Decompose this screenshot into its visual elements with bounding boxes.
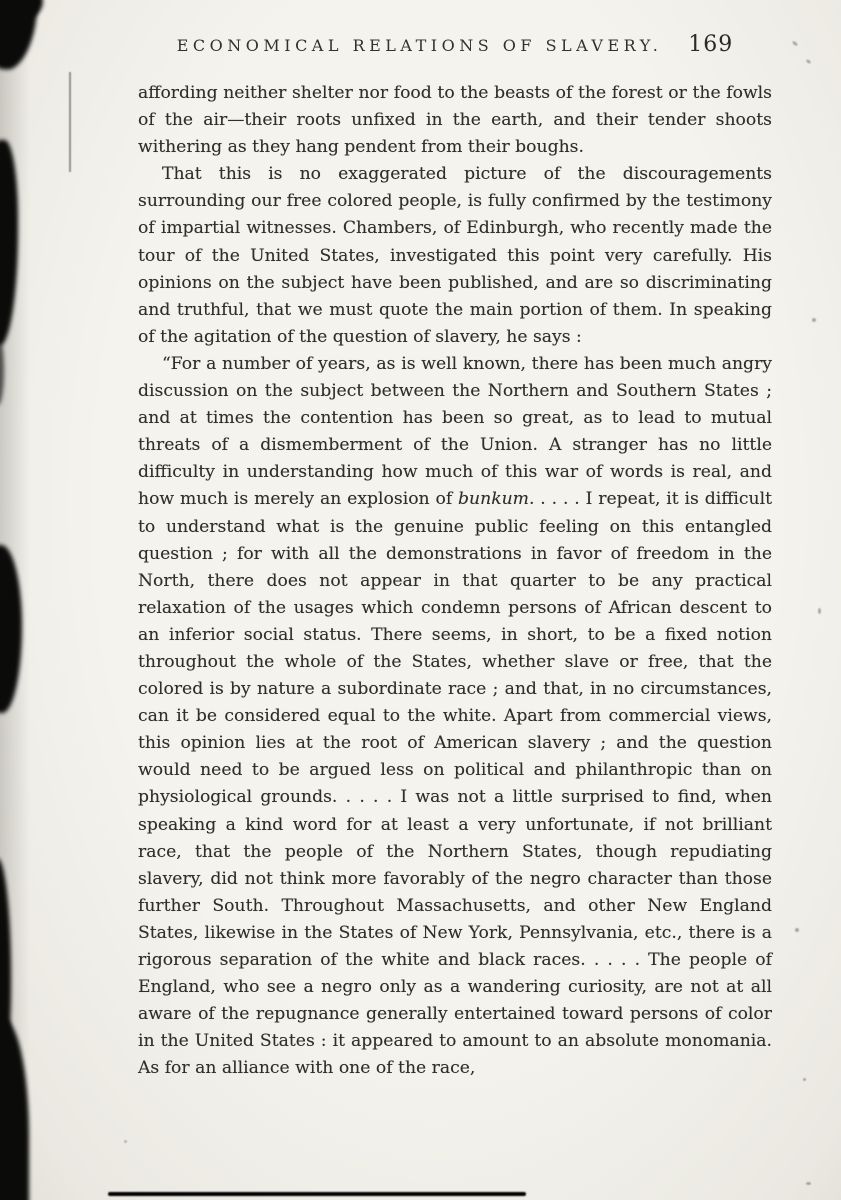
scan-speck [803,1078,806,1081]
text-run: . . . . . I repeat, it is difficult to understand what is the genuine public feeling on this entangled question ; for with all the demonstrations in favor of freedom in the North, there does not appear in that quarter to be any practical relaxation of the usages which condemn persons of African descent to an inferior social status. There seems, in short, to be a fixed notion throughout the whole of the States, whether slave or free, that the colored is by nature a subordinate race ; and that, in no circumstances, can it be considered equal to the white. Apart from commercial views, this opinion lies at the root of American slavery ; and the question would need to be argued less on political and philanthropic than on physiological grounds. . . . . I was not a little surprised to find, when speaking a kind word for at least a very unfortunate, if not brilliant race, that the people of the Northern States, though repudiating slavery, did not think more favorably of the negro character than those further South. Throughout Massachusetts, and other New England States, likewise in the States of New York, Pennsylvania, etc., there is a rigorous separation of the white and black races. . . . . The people of England, who see a negro only as a wandering curiosity, are not at all aware of the repugnance generally entertained toward persons of color in the United States : it appeared to amount to an absolute monomania. As for an alliance with one of the race, [138,489,773,1079]
scan-speck [818,608,821,614]
ink-smudge [0,140,18,345]
scan-speck [812,318,816,322]
page-crease [69,72,71,172]
page-number: 169 [688,32,734,57]
scan-edge-line [108,1192,526,1196]
text-run: affording neither shelter nor food to the beasts of the forest or the fowls of the air—their roots unfixed in the earth, and their tender shoots withering as they hang pendent from their boughs. [138,83,772,158]
text-run: That this is no exaggerated picture of the discouragements surrounding our free colored people, is fully confirmed by the testimony of impartial witnesses. Chambers, of Edinburgh, who recently made the tour of the United States, investigated this point very carefully. His opinions on the subject have been published, and are so discriminating and truthful, that we must quote the main portion of them. In speaking of the agitation of the question of slavery, he says : [138,164,772,347]
ink-smudge [0,1018,29,1200]
scan-speck [124,1140,127,1143]
running-title: ECONOMICAL RELATIONS OF SLAVERY. [176,36,663,55]
ink-smudge [0,545,22,713]
paragraph [138,161,772,351]
scan-speck [795,928,799,932]
ink-smudge [0,335,4,405]
italic-text-run: bunkum [458,489,529,510]
page-header [138,32,772,57]
paragraph [138,80,772,161]
scan-speck [806,59,812,64]
paragraph [138,351,772,1083]
text-body [138,80,772,1082]
scan-speck [792,40,799,46]
scan-speck [806,1182,811,1185]
text-run: “For a number of years, as is well known, there has been much angry discussion on the subject between the Northern and Southern States ; and at times the contention has been so great, as to lead to mutual threats of a dismemberment of the Union. A stranger has no little difficulty in understanding how much of this war of words is real, and how much is merely an explosion of [138,353,772,510]
